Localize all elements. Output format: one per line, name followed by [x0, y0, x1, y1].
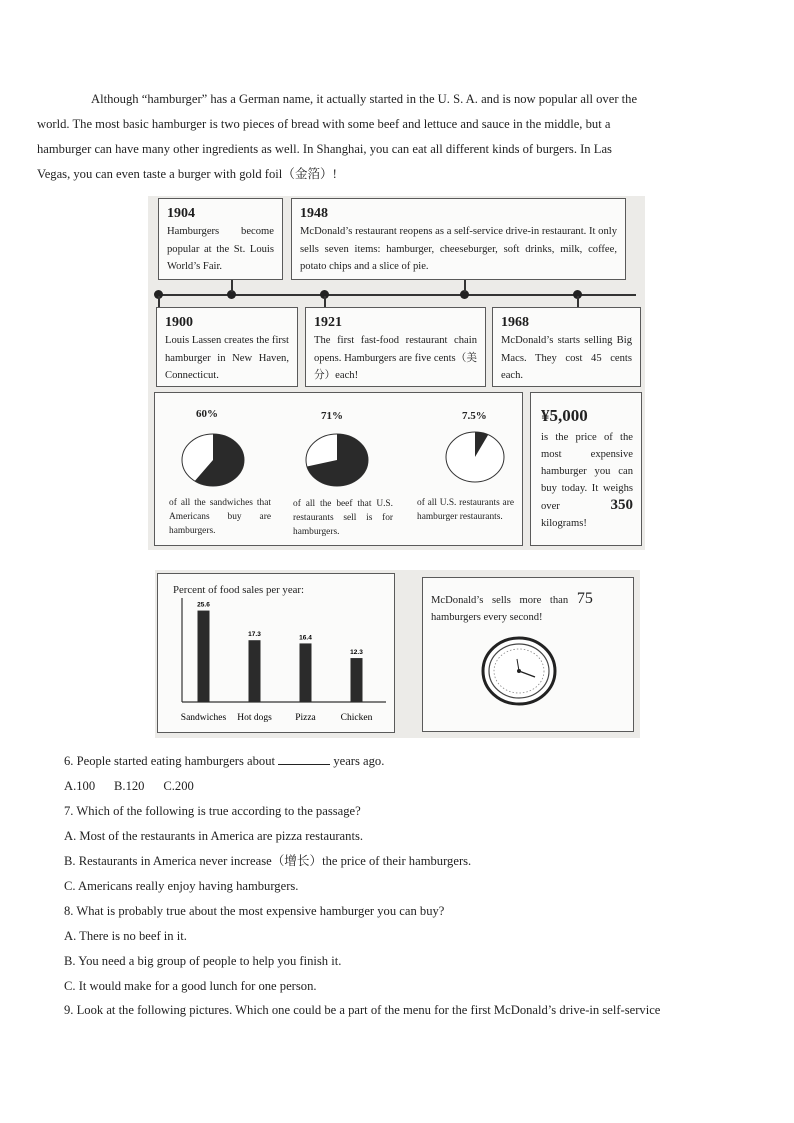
timeline-1968: [492, 307, 641, 387]
stat-caption: of all the beef that U.S. restaurants sell is for hamburgers.: [293, 499, 393, 537]
price-panel: [530, 392, 642, 546]
category-label: Pizza: [295, 713, 316, 723]
timeline-text: The first fast-food restaurant chain opens. Hamburgers are five cents（美分）each!: [314, 335, 477, 381]
question-7-option-c: C. Americans really enjoy having hamburgers.: [64, 879, 299, 893]
timeline-1904: [158, 198, 283, 280]
question-6-stem-end: years ago.: [333, 754, 385, 768]
category-label: Chicken: [340, 713, 373, 723]
timeline-year: 1968: [501, 315, 529, 330]
passage: [37, 87, 732, 187]
mcdonalds-text-end: hamburgers every second!: [431, 612, 543, 623]
price-text: is the price of the most expensive hamburger you can buy today. It weighs over: [541, 432, 633, 512]
mcdonalds-text: McDonald’s sells more than: [431, 595, 569, 606]
mcdonalds-panel: [422, 577, 634, 732]
stat-percent: 7.5%: [462, 410, 487, 422]
stat-percent: 71%: [321, 410, 343, 422]
timeline-connector: [464, 280, 466, 292]
price-text-end: kilograms!: [541, 518, 587, 529]
bar-pizza: [300, 643, 312, 702]
stopwatch-icon: [479, 633, 559, 708]
timeline-text: Hamburgers become popular at the St. Louis World’s Fair.: [167, 226, 274, 272]
answer-blank[interactable]: [278, 753, 330, 765]
timeline-1900: [156, 307, 298, 387]
bar-chart-panel: [157, 573, 395, 733]
timeline-year: 1948: [300, 206, 328, 221]
timeline-text: McDonald’s restaurant reopens as a self-service drive-in restaurant. It only sells seven items: hamburger, cheeseburger, soft drinks, milk, coffee, potato chips and a slice of pie.: [300, 226, 617, 272]
question-6: [64, 752, 384, 770]
stats-panel: [154, 392, 523, 546]
mcdonalds-count: 75: [576, 590, 593, 607]
category-label: Hot dogs: [237, 713, 272, 723]
bar-value-label: 17.3: [248, 631, 261, 639]
question-7-option-b: B. Restaurants in America never increase（增长）the price of their hamburgers.: [64, 854, 472, 868]
stat-caption: of all U.S. restaurants are hamburger restaurants.: [417, 498, 514, 522]
question-8-option-a: A. There is no beef in it.: [64, 929, 187, 943]
question-6-options: A.100 B.120 C.200: [64, 779, 194, 793]
timeline-connector: [231, 280, 233, 292]
passage-line: world. The most basic hamburger is two pieces of bread with some beef and lettuce and sauce in the middle, but a: [37, 117, 611, 131]
passage-line: Vegas, you can even taste a burger with gold foil（金箔）!: [37, 167, 337, 181]
bar-chicken: [351, 658, 363, 702]
question-8-option-b: B. You need a big group of people to help you finish it.: [64, 954, 342, 968]
passage-line: Although “hamburger” has a German name, it actually started in the U. S. A. and is now popular all over the: [91, 92, 638, 106]
timeline-text: McDonald’s starts selling Big Macs. They cost 45 cents each.: [501, 335, 632, 381]
bar-hot-dogs: [249, 640, 261, 702]
pie-chart-60: [179, 431, 247, 489]
price-amount: ¥5,000: [541, 406, 588, 425]
pie-chart-7-5: [443, 429, 507, 485]
question-7-stem: 7. Which of the following is true according to the passage?: [64, 804, 361, 818]
bar-sandwiches: [198, 611, 210, 702]
stat-percent: 60%: [196, 408, 218, 420]
chart-title: Percent of food sales per year:: [173, 584, 305, 596]
question-6-stem: 6. People started eating hamburgers about: [64, 754, 276, 768]
bar-chart: [158, 574, 394, 732]
bar-value-label: 12.3: [350, 649, 363, 657]
timeline-year: 1904: [167, 206, 195, 221]
sales-figure: [155, 570, 640, 738]
infographic-figure: [148, 196, 645, 550]
price-weight: 350: [610, 497, 633, 513]
question-9-stem: 9. Look at the following pictures. Which one could be a part of the menu for the first McDonald’s drive-in self-service: [64, 1003, 661, 1017]
passage-line: hamburger can have many other ingredients as well. In Shanghai, you can eat all different kinds of burgers. In Las: [37, 142, 612, 156]
timeline-1948: [291, 198, 626, 280]
bar-value-label: 16.4: [299, 634, 312, 642]
category-label: Sandwiches: [180, 713, 227, 723]
question-8-option-c: C. It would make for a good lunch for one person.: [64, 979, 317, 993]
pie-chart-71: [303, 431, 371, 489]
timeline-text: Louis Lassen creates the first hamburger in New Haven, Connecticut.: [165, 335, 289, 381]
question-8-stem: 8. What is probably true about the most expensive hamburger you can buy?: [64, 904, 445, 918]
timeline-year: 1921: [314, 315, 342, 330]
mcdonalds-text-block: [431, 590, 625, 626]
timeline-1921: [305, 307, 486, 387]
question-7-option-a: A. Most of the restaurants in America are pizza restaurants.: [64, 829, 363, 843]
stat-caption: of all the sandwiches that Americans buy are hamburgers.: [169, 498, 271, 536]
timeline-year: 1900: [165, 315, 193, 330]
bar-value-label: 25.6: [197, 601, 210, 609]
